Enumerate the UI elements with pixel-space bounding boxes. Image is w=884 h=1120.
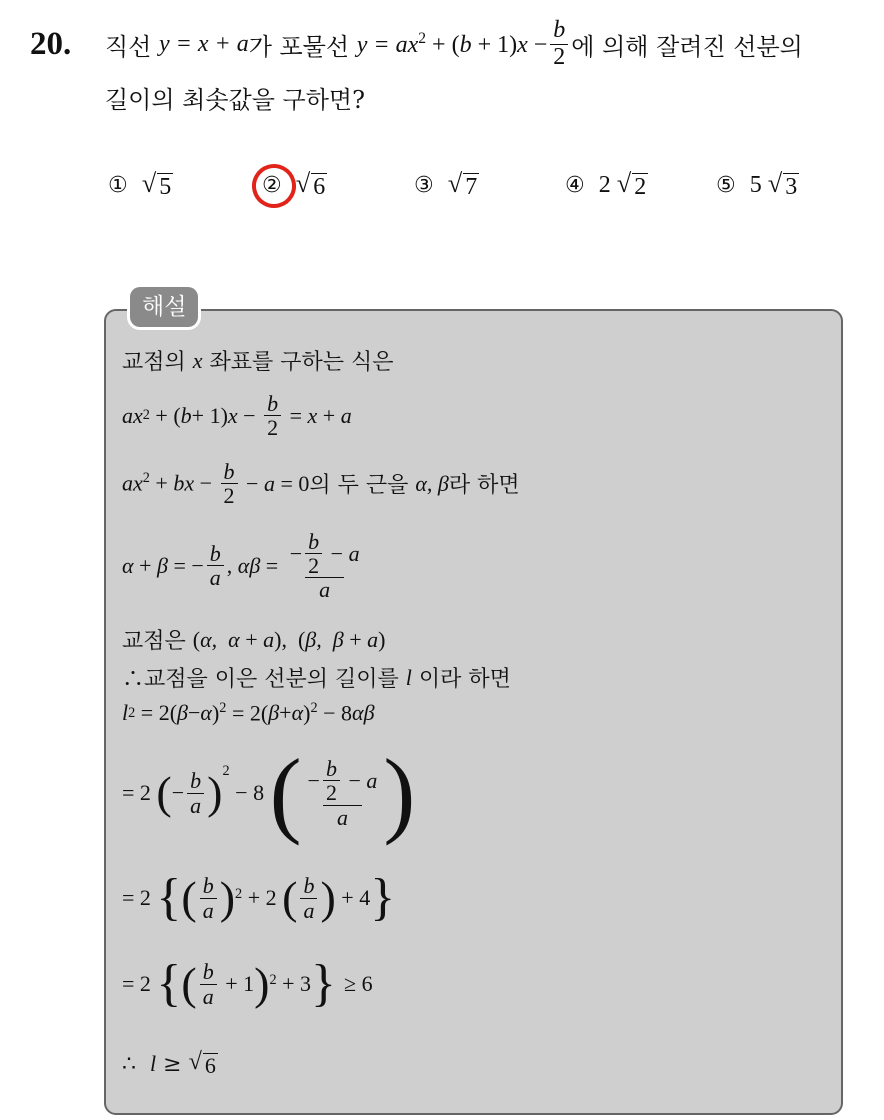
choice-5[interactable]: [716, 170, 799, 200]
solution-line-7: l 2 = 2( β − α )$^2$ = 2( β + α )$^2$ − 8 αβ: [122, 700, 375, 726]
choice-number: ③: [414, 172, 434, 198]
choice-number: ②: [262, 172, 282, 198]
choice-value: √ 7: [447, 168, 478, 200]
solution-line-1: 교점의 x 좌표를 구하는 식은: [122, 345, 394, 376]
choice-number: ④: [565, 172, 585, 198]
solution-line-2: ax 2 + ( b + 1) x − $\frac{b}{2}$ = x + a: [122, 391, 352, 441]
choice-value: √ 5: [141, 168, 172, 200]
sol-text: ∴교점을 이은 선분의 길이를: [122, 667, 399, 692]
question-text-b: 가 포물선: [248, 32, 350, 61]
solution-line-4: α + β = − $\frac{b}{a}$ , αβ = − $\frac{b}{2}$ − a a: [122, 529, 360, 603]
sol-ge: ≥: [163, 1051, 182, 1077]
solution-line-11: ∴ l ≥ √ 6: [122, 1048, 216, 1078]
question-number: 20.: [30, 26, 72, 62]
line-equation: y = x + a: [159, 30, 249, 57]
sol-text: 의 두 근을: [309, 473, 409, 499]
solution-line-6: ∴교점을 이은 선분의 길이를 l 이라 하면: [122, 662, 511, 693]
solution-line-10: = 2 { ( $\frac{b}{a}$ + 1 ) 2 + 3 } ≥ 6: [122, 955, 373, 1012]
solution-label: 해설: [130, 287, 198, 327]
choice-value: √ 6: [295, 168, 326, 200]
choice-3[interactable]: [414, 170, 479, 200]
sol-text: 라 하면: [448, 473, 520, 499]
question-text-line1: [105, 14, 803, 74]
fraction-b-over-2: $\frac{b}{2}$: [550, 18, 568, 69]
solution-line-8: = 2 ( − $\frac{b}{a}$ ) $^2$ − 8 ( − $\frac{b}{2}$ − a a ): [122, 739, 416, 846]
choice-number: ①: [108, 172, 128, 198]
sqrt-6: √ 6: [188, 1048, 216, 1078]
solution-line-3: $ax^2$ + bx − $\frac{b}{2}$ − a = 0 의 두 근을 α, β 라 하면: [122, 459, 520, 509]
choice-number: ⑤: [716, 172, 736, 198]
sol-text: 이라 하면: [418, 667, 511, 692]
choice-4[interactable]: [565, 170, 648, 200]
choice-value: √ 2: [616, 168, 647, 200]
question-text-line2: 길이의 최솟값을 구하면?: [105, 86, 365, 114]
question-text-a: 직선: [105, 32, 152, 61]
parabola-equation: $y = ax^2 + (b + 1)x$ −: [356, 29, 548, 58]
sol-text: 교점은: [122, 629, 186, 654]
choice-coef: 2: [598, 171, 611, 198]
choice-1[interactable]: [108, 170, 173, 200]
choice-value: √ 3: [767, 168, 798, 200]
sol-ge-6: ≥ 6: [344, 971, 373, 996]
sol-text: 좌표를 구하는 식은: [209, 350, 394, 375]
choice-coef: 5: [749, 171, 762, 198]
question-text-c: 에 의해 잘려진 선분의: [571, 32, 803, 61]
therefore-sign: ∴: [122, 1051, 136, 1077]
solution-line-9: = 2 { ( $\frac{b}{a}$ ) 2 + 2 ( $\frac{b}{a}$ ) + 4 }: [122, 869, 396, 926]
solution-line-5: 교점은 (α, α + a), (β, β + a): [122, 624, 385, 655]
answer-choices: [0, 170, 884, 210]
sol-text: 교점의: [122, 350, 186, 375]
